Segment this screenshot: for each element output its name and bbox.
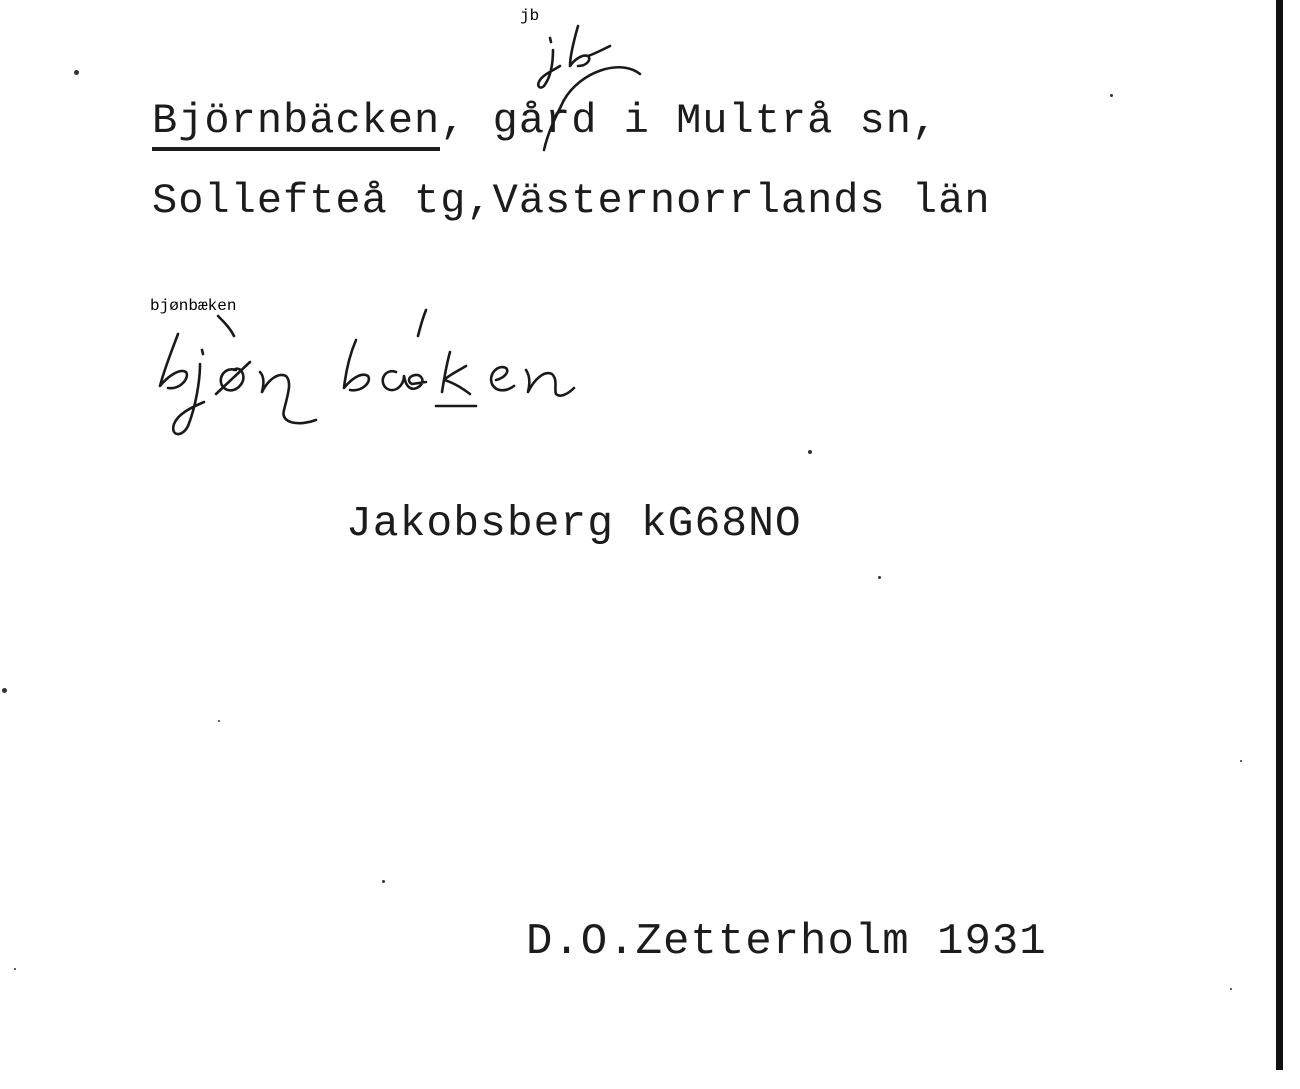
reference-line: Jakobsberg kG68NO <box>346 499 802 548</box>
annotation-text: jb <box>520 7 540 25</box>
phonetic-text: bjønbæken <box>150 297 237 315</box>
location-line: Sollefteå tg,Västernorrlands län <box>152 177 991 225</box>
scan-speck <box>382 880 385 883</box>
scan-speck <box>878 576 881 579</box>
handwritten-annotation <box>520 7 660 160</box>
scan-speck <box>1240 760 1242 762</box>
handwritten-phonetic <box>150 297 610 450</box>
headword: Björnbäcken <box>152 97 440 151</box>
scan-speck <box>2 688 7 693</box>
scan-speck <box>1110 94 1113 97</box>
scan-speck <box>74 70 79 75</box>
scan-speck <box>218 720 220 722</box>
signature-line: D.O.Zetterholm 1931 <box>526 917 1047 967</box>
scan-speck <box>808 450 812 454</box>
scan-speck <box>1230 988 1232 990</box>
scan-speck <box>14 968 16 970</box>
card-right-edge <box>1276 0 1283 1070</box>
heading-location: , gård i Multrå sn, <box>440 97 939 145</box>
